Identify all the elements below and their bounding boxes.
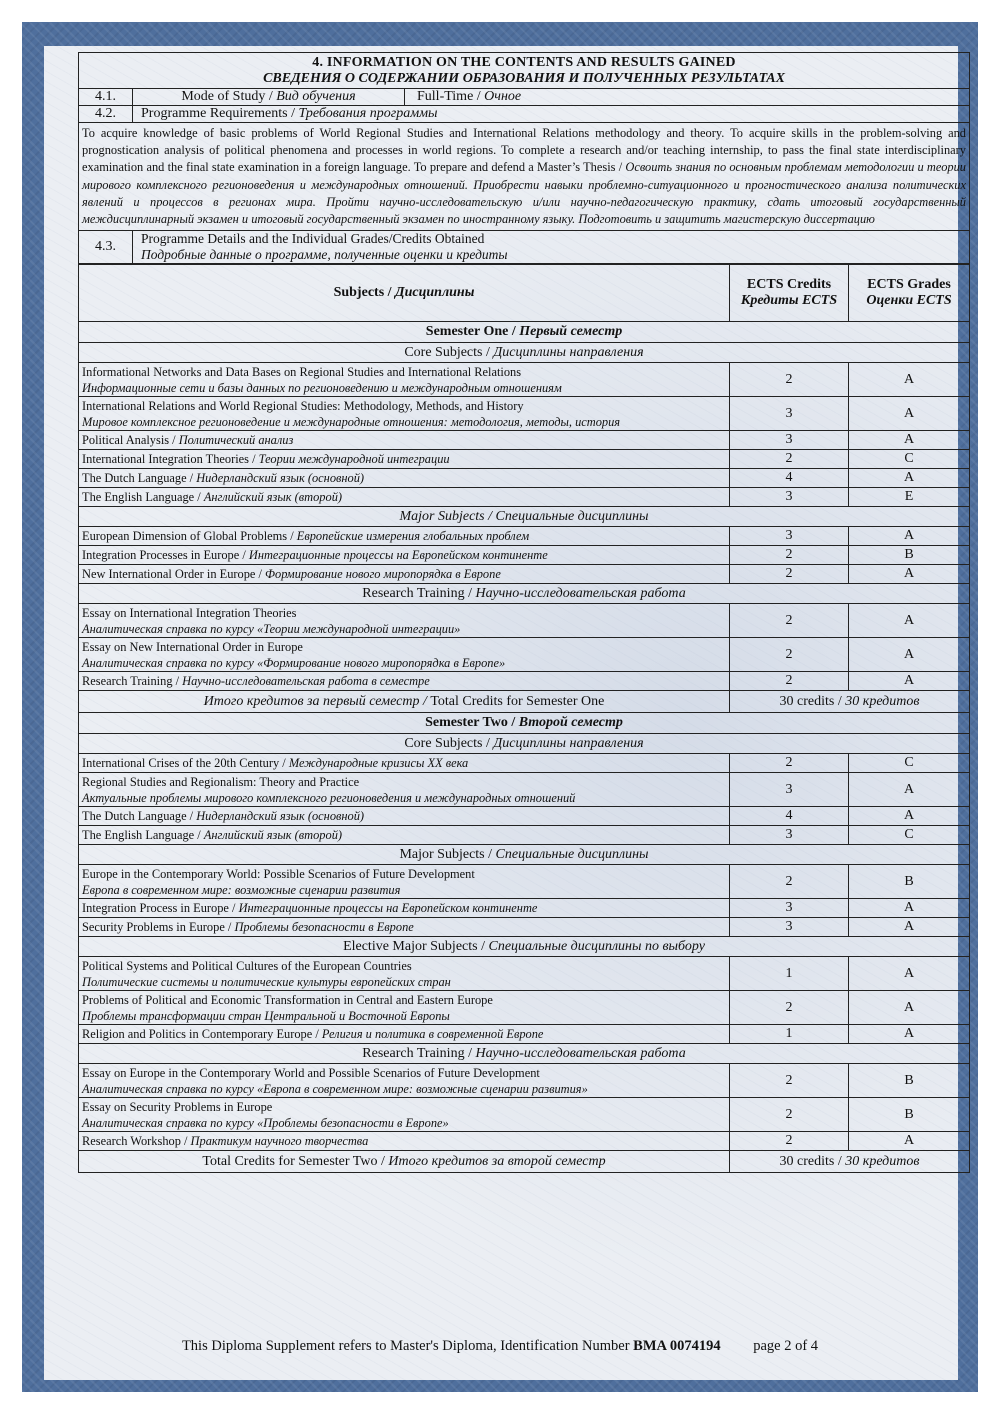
subject-name <box>79 672 730 691</box>
subject-name-ru: Формирование нового миропорядка в Европе <box>265 567 501 582</box>
grades-header-row <box>79 265 970 322</box>
subject-name <box>79 397 730 431</box>
subject-row <box>79 754 970 773</box>
subject-row <box>79 826 970 845</box>
subject-name <box>79 546 730 565</box>
subject-row <box>79 899 970 918</box>
subjects-header-en: Subjects / <box>333 285 396 301</box>
category-title-ru: Специальные дисциплины <box>495 846 649 862</box>
subject-name-en: Essay on International Integration Theories <box>82 605 297 620</box>
subject-name-ru: Аналитическая справка по курсу «Теории международной интеграции» <box>82 621 461 636</box>
grade-value: C <box>849 826 970 845</box>
subject-row <box>79 807 970 826</box>
subject-row <box>79 1064 970 1098</box>
subject-name-ru: Теории международной интеграции <box>258 452 450 467</box>
subject-name-ru: Практикум научного творчества <box>190 1134 369 1149</box>
mode-value-en: Full-Time / <box>417 89 485 104</box>
credits-value: 1 <box>730 1025 849 1044</box>
category-row <box>79 584 970 604</box>
subject-name-ru: Проблемы безопасности в Европе <box>234 920 414 935</box>
subject-row <box>79 431 970 450</box>
grade-value: A <box>849 1025 970 1044</box>
credits-value: 2 <box>730 991 849 1025</box>
subject-name-ru: Европа в современном мире: возможные сценарии развития <box>82 882 401 897</box>
subject-name-ru: Английский язык (второй) <box>203 828 343 843</box>
total-row <box>79 691 970 713</box>
subject-name-en: New International Order in Europe / <box>82 567 266 582</box>
subject-name <box>79 488 730 507</box>
grade-value: A <box>849 957 970 991</box>
subjects-header <box>79 265 730 322</box>
total-credits-ru: 30 кредитов <box>845 693 920 709</box>
grade-value: A <box>849 807 970 826</box>
subject-row <box>79 469 970 488</box>
subject-row <box>79 527 970 546</box>
details-num: 4.3. <box>79 231 133 264</box>
total-label-en: Total Credits for Semester Two / <box>202 1153 389 1169</box>
credits-value: 3 <box>730 773 849 807</box>
subject-name-ru: Аналитическая справка по курсу «Европа в современном мире: возможные сценарии развития» <box>82 1081 588 1096</box>
grade-value: A <box>849 397 970 431</box>
subject-name-ru: Нидерландский язык (основной) <box>196 809 365 824</box>
subject-row <box>79 397 970 431</box>
subject-name-en: The English Language / <box>82 828 204 843</box>
credits-value: 4 <box>730 469 849 488</box>
credits-value: 2 <box>730 1132 849 1151</box>
requirements-label-row <box>79 106 970 123</box>
subject-name <box>79 1098 730 1132</box>
subject-row <box>79 488 970 507</box>
category-title-en: Core Subjects / <box>404 735 494 751</box>
mode-value-ru: Очное <box>484 89 522 104</box>
grade-value: A <box>849 565 970 584</box>
total-credits <box>730 1151 970 1173</box>
subject-name-en: Essay on Security Problems in Europe <box>82 1099 273 1114</box>
total-label-en: Total Credits for Semester One <box>430 693 605 709</box>
subject-name-en: Problems of Political and Economic Transformation in Central and Eastern Europe <box>82 992 493 1007</box>
subject-name-ru: Политический анализ <box>178 433 294 448</box>
credits-value: 3 <box>730 431 849 450</box>
category-row <box>79 734 970 754</box>
subject-name <box>79 363 730 397</box>
credits-header-ru: Кредиты ECTS <box>740 293 838 309</box>
mode-label <box>133 89 405 106</box>
subject-name <box>79 773 730 807</box>
subject-name <box>79 865 730 899</box>
total-row <box>79 1151 970 1173</box>
subject-row <box>79 773 970 807</box>
subject-name-ru: Интеграционные процессы на Европейском континенте <box>248 548 548 563</box>
semester-title-en: Semester Two / <box>425 715 519 731</box>
subject-name-en: The Dutch Language / <box>82 471 197 486</box>
category-title-ru: Дисциплины направления <box>493 735 644 751</box>
mode-label-ru: Вид обучения <box>276 89 356 104</box>
details-label-ru: Подробные данные о программе, полученные оценки и кредиты <box>141 247 508 263</box>
grade-value: B <box>849 865 970 899</box>
credits-value: 1 <box>730 957 849 991</box>
supplement-section <box>78 52 970 1173</box>
semester-title-ru: Второй семестр <box>518 715 623 731</box>
requirements-text-en: To acquire knowledge of basic problems of World Regional Studies and International Relations methodology and theory. To acquire skills in the problem-solving and prognostication analysis of political phenomena and processes in world regions. To complete a research and/or teaching internship, to pass the final state interdisciplinary examination and the final state examination in a foreign language. To prepare and defend a Master’s Thesis / <box>82 126 966 175</box>
credits-value: 3 <box>730 918 849 937</box>
subject-name-en: Regional Studies and Regionalism: Theory and Practice <box>82 774 360 789</box>
subject-name-ru: Политические системы и политические культуры европейских стран <box>82 974 451 989</box>
category-title <box>79 845 970 865</box>
subject-name <box>79 604 730 638</box>
subject-name-en: Essay on Europe in the Contemporary World and Possible Scenarios of Future Development <box>82 1065 540 1080</box>
subject-name-ru: Религия и политика в современной Европе <box>321 1027 544 1042</box>
category-title-ru: Научно-исследовательская работа <box>475 585 686 601</box>
credits-value: 3 <box>730 899 849 918</box>
subject-row <box>79 1098 970 1132</box>
subject-name <box>79 431 730 450</box>
grades-header-en: ECTS Grades <box>867 277 951 293</box>
subject-row <box>79 1025 970 1044</box>
credits-value: 2 <box>730 865 849 899</box>
grade-value: A <box>849 672 970 691</box>
credits-value: 2 <box>730 565 849 584</box>
category-title-en: Research Training / <box>362 585 476 601</box>
credits-value: 3 <box>730 397 849 431</box>
grade-value: A <box>849 1132 970 1151</box>
subject-name <box>79 918 730 937</box>
subject-row <box>79 546 970 565</box>
credits-value: 2 <box>730 363 849 397</box>
credits-header-en: ECTS Credits <box>746 277 832 293</box>
credits-value: 2 <box>730 450 849 469</box>
subject-name-en: Religion and Politics in Contemporary Europe / <box>82 1027 322 1042</box>
subject-row <box>79 1132 970 1151</box>
subject-row <box>79 957 970 991</box>
subject-name <box>79 469 730 488</box>
grades-table <box>78 264 970 1173</box>
requirements-text-ru: Освоить знания по основным проблемам методологии и теории мирового комплексного регионоведения и международных отношений. Приобрести навыки проблемно-ситуационного и прогностического анализа политических явлений и процессов в регионах мира. Пройти научно-исследовательскую и/или научно-педагогическую практику, сдать итоговый государственный междисциплинарный экзамен и итоговый государственный экзамен по иностранному языку. Подготовить и защитить магистерскую диссертацию <box>82 160 967 227</box>
category-title-ru: Научно-исследовательская работа <box>475 1045 686 1061</box>
page-number: page 2 of 4 <box>753 1338 819 1354</box>
subject-row <box>79 672 970 691</box>
subject-name <box>79 899 730 918</box>
subject-row <box>79 865 970 899</box>
subject-name-ru: Информационные сети и базы данных по регионоведению и международным отношениям <box>82 380 562 395</box>
subject-name-en: Research Workshop / <box>82 1134 191 1149</box>
subject-name-ru: Нидерландский язык (основной) <box>196 471 365 486</box>
grade-value: B <box>849 546 970 565</box>
credits-value: 2 <box>730 754 849 773</box>
subject-row <box>79 638 970 672</box>
subject-name <box>79 991 730 1025</box>
subject-name <box>79 1025 730 1044</box>
subject-name <box>79 957 730 991</box>
section-title-en: 4. INFORMATION ON THE CONTENTS AND RESULTS GAINED <box>312 55 736 70</box>
requirements-label <box>133 106 970 123</box>
subject-name <box>79 754 730 773</box>
page-footer <box>0 1338 1000 1355</box>
semester-title <box>79 713 970 734</box>
subject-name-ru: Мировое комплексное регионоведение и международные отношения: методология, методы, история <box>82 414 621 429</box>
section-header <box>78 52 970 88</box>
subject-name <box>79 638 730 672</box>
subject-name <box>79 527 730 546</box>
subject-row <box>79 991 970 1025</box>
subject-row <box>79 604 970 638</box>
subject-name-en: Security Problems in Europe / <box>82 920 235 935</box>
total-label <box>79 691 730 713</box>
grade-value: C <box>849 754 970 773</box>
subject-name-ru: Аналитическая справка по курсу «Формирование нового миропорядка в Европе» <box>82 655 506 670</box>
subject-name <box>79 450 730 469</box>
credits-value: 3 <box>730 488 849 507</box>
subject-name-en: Essay on New International Order in Europe <box>82 639 303 654</box>
subject-name-ru: Актуальные проблемы мирового комплексного регионоведения и международных отношений <box>82 790 576 805</box>
credits-value: 2 <box>730 1098 849 1132</box>
subject-name-en: European Dimension of Global Problems / <box>82 529 297 544</box>
mode-value <box>405 89 970 106</box>
subject-name-ru: Проблемы трансформации стран Центральной и Восточной Европы <box>82 1008 450 1023</box>
details-row <box>79 231 970 264</box>
category-title <box>79 937 970 957</box>
total-credits-en: 30 credits / <box>779 1153 846 1169</box>
total-credits-ru: 30 кредитов <box>845 1153 920 1169</box>
mode-label-en: Mode of Study / <box>181 89 277 104</box>
total-label <box>79 1151 730 1173</box>
semester-title-en: Semester One / <box>425 324 520 340</box>
subject-name-en: Integration Processes in Europe / <box>82 548 249 563</box>
requirements-label-ru: Требования программы <box>298 106 438 121</box>
semester-title-ru: Первый семестр <box>519 324 623 340</box>
grade-value: A <box>849 431 970 450</box>
credits-value: 2 <box>730 604 849 638</box>
subject-name-en: The English Language / <box>82 490 204 505</box>
credits-value: 3 <box>730 527 849 546</box>
credits-header <box>730 265 849 322</box>
requirements-label-en: Programme Requirements / <box>141 106 299 121</box>
diploma-id: BMA 0074194 <box>633 1338 721 1354</box>
semester-header-row <box>79 713 970 734</box>
category-row <box>79 343 970 363</box>
subject-name <box>79 1064 730 1098</box>
grade-value: B <box>849 1064 970 1098</box>
mode-num: 4.1. <box>79 89 133 106</box>
category-title <box>79 734 970 754</box>
mode-row <box>79 89 970 106</box>
category-title-ru: Дисциплины направления <box>493 344 644 360</box>
subject-name-en: Informational Networks and Data Bases on Regional Studies and International Relations <box>82 364 522 379</box>
grade-value: A <box>849 469 970 488</box>
semester-header-row <box>79 322 970 343</box>
category-title-en: Research Training / <box>362 1045 476 1061</box>
grades-header-ru: Оценки ECTS <box>866 293 952 309</box>
credits-value: 2 <box>730 672 849 691</box>
category-row <box>79 507 970 527</box>
category-title <box>79 584 970 604</box>
category-title-ru: Major Subjects / Специальные дисциплины <box>399 508 649 524</box>
subject-name-en: International Integration Theories / <box>82 452 259 467</box>
subject-row <box>79 363 970 397</box>
total-label-ru: Итого кредитов за второй семестр <box>388 1153 606 1169</box>
subject-name-ru: Научно-исследовательская работа в семестре <box>182 674 430 689</box>
subject-name-ru: Европейские измерения глобальных проблем <box>296 529 530 544</box>
grade-value: A <box>849 773 970 807</box>
category-title <box>79 507 970 527</box>
requirements-text-row <box>79 123 970 231</box>
category-title-en: Core Subjects / <box>404 344 494 360</box>
total-label-ru: Итого кредитов за первый семестр / <box>203 693 431 709</box>
category-row <box>79 845 970 865</box>
subject-name-en: Political Analysis / <box>82 433 179 448</box>
subject-name <box>79 807 730 826</box>
category-title-en: Major Subjects / <box>399 846 496 862</box>
grade-value: E <box>849 488 970 507</box>
subject-name-en: International Relations and World Regional Studies: Methodology, Methods, and History <box>82 398 524 413</box>
subject-name-en: The Dutch Language / <box>82 809 197 824</box>
grade-value: B <box>849 1098 970 1132</box>
subject-row <box>79 450 970 469</box>
grades-header <box>849 265 970 322</box>
grade-value: A <box>849 363 970 397</box>
subject-name-ru: Интеграционные процессы на Европейском континенте <box>238 901 538 916</box>
subject-name-en: Political Systems and Political Cultures of the European Countries <box>82 958 412 973</box>
subjects-header-ru: Дисциплины <box>395 285 475 301</box>
subject-name-en: Research Training / <box>82 674 183 689</box>
credits-value: 2 <box>730 638 849 672</box>
credits-value: 2 <box>730 546 849 565</box>
grade-value: A <box>849 899 970 918</box>
section-title-ru: СВЕДЕНИЯ О СОДЕРЖАНИИ ОБРАЗОВАНИЯ И ПОЛУЧЕННЫХ РЕЗУЛЬТАТАХ <box>263 71 785 86</box>
subject-name-en: International Crises of the 20th Century / <box>82 756 289 771</box>
category-title <box>79 343 970 363</box>
requirements-text <box>79 123 970 231</box>
footer-text: This Diploma Supplement refers to Master's Diploma, Identification Number <box>181 1338 634 1354</box>
credits-value: 4 <box>730 807 849 826</box>
grade-value: A <box>849 527 970 546</box>
subject-name-ru: Аналитическая справка по курсу «Проблемы безопасности в Европе» <box>82 1115 449 1130</box>
intro-table <box>78 88 970 264</box>
subject-name-en: Integration Process in Europe / <box>82 901 239 916</box>
grade-value: C <box>849 450 970 469</box>
subject-name-ru: Международные кризисы XX века <box>288 756 469 771</box>
subject-name <box>79 565 730 584</box>
total-credits <box>730 691 970 713</box>
grade-value: A <box>849 638 970 672</box>
credits-value: 3 <box>730 826 849 845</box>
subject-name-en: Europe in the Contemporary World: Possible Scenarios of Future Development <box>82 866 475 881</box>
grade-value: A <box>849 604 970 638</box>
category-row <box>79 937 970 957</box>
category-title-en: Elective Major Subjects / <box>343 938 489 954</box>
subject-name <box>79 1132 730 1151</box>
requirements-num: 4.2. <box>79 106 133 123</box>
semester-title <box>79 322 970 343</box>
grade-value: A <box>849 918 970 937</box>
category-title-ru: Специальные дисциплины по выбору <box>488 938 705 954</box>
category-row <box>79 1044 970 1064</box>
subject-name-ru: Английский язык (второй) <box>203 490 343 505</box>
grade-value: A <box>849 991 970 1025</box>
category-title <box>79 1044 970 1064</box>
details-label <box>133 231 970 264</box>
subject-row <box>79 918 970 937</box>
details-label-en: Programme Details and the Individual Grades/Credits Obtained <box>141 231 485 247</box>
total-credits-en: 30 credits / <box>779 693 846 709</box>
subject-name <box>79 826 730 845</box>
subject-row <box>79 565 970 584</box>
credits-value: 2 <box>730 1064 849 1098</box>
